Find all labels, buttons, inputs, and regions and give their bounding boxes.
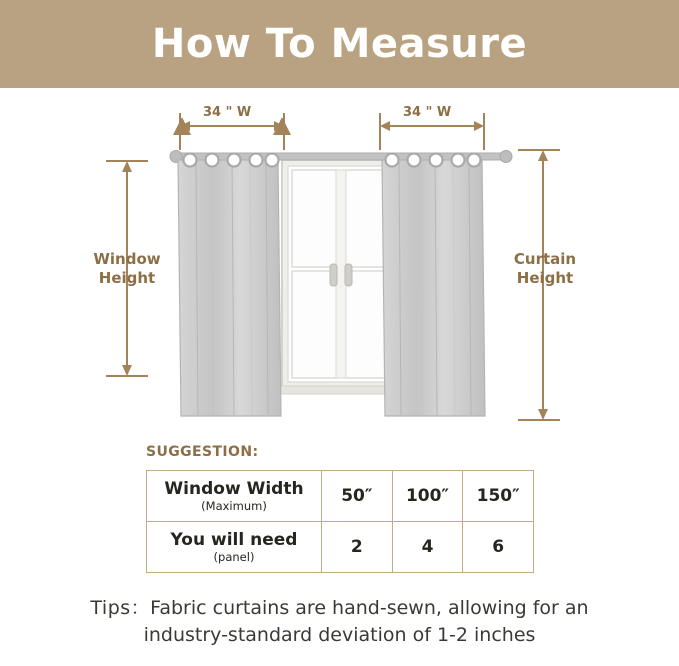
table-row bbox=[147, 522, 534, 573]
width-label-left: 34 " W bbox=[203, 105, 252, 120]
tips-line-1: Fabric curtains are hand-sewn, allowing for an bbox=[150, 597, 589, 619]
window-height-line-1: Window bbox=[93, 250, 161, 268]
curtain-panel-left bbox=[178, 154, 281, 417]
suggestion-table bbox=[146, 470, 534, 573]
row-header-sub: (panel) bbox=[213, 550, 255, 564]
header-banner bbox=[0, 0, 679, 88]
cell-width-100: 100″ bbox=[392, 471, 463, 522]
width-label-right: 34 " W bbox=[403, 105, 452, 120]
row-header-window-width bbox=[147, 471, 322, 522]
cell-width-150: 150″ bbox=[463, 471, 534, 522]
cell-panels-2: 2 bbox=[322, 522, 393, 573]
tips-prefix: Tips： bbox=[90, 597, 151, 619]
window-height-label bbox=[72, 250, 182, 288]
row-header-panels-needed bbox=[147, 522, 322, 573]
curtain-height-line-2: Height bbox=[516, 269, 574, 287]
table-row bbox=[147, 471, 534, 522]
cell-width-50: 50″ bbox=[322, 471, 393, 522]
tips-line-2: industry-standard deviation of 1-2 inches bbox=[143, 624, 536, 646]
window-height-line-2: Height bbox=[98, 269, 156, 287]
page-title: How To Measure bbox=[151, 21, 528, 67]
cell-panels-6: 6 bbox=[463, 522, 534, 573]
row-header-main: You will need bbox=[170, 530, 298, 550]
measure-diagram bbox=[0, 88, 679, 433]
curtain-height-label bbox=[490, 250, 600, 288]
tips-block bbox=[0, 595, 679, 649]
suggestion-label: SUGGESTION: bbox=[146, 444, 259, 460]
curtain-height-line-1: Curtain bbox=[513, 250, 577, 268]
row-header-main: Window Width bbox=[164, 479, 304, 499]
cell-panels-4: 4 bbox=[392, 522, 463, 573]
row-header-sub: (Maximum) bbox=[201, 499, 267, 513]
curtain-panel-right bbox=[382, 154, 485, 417]
